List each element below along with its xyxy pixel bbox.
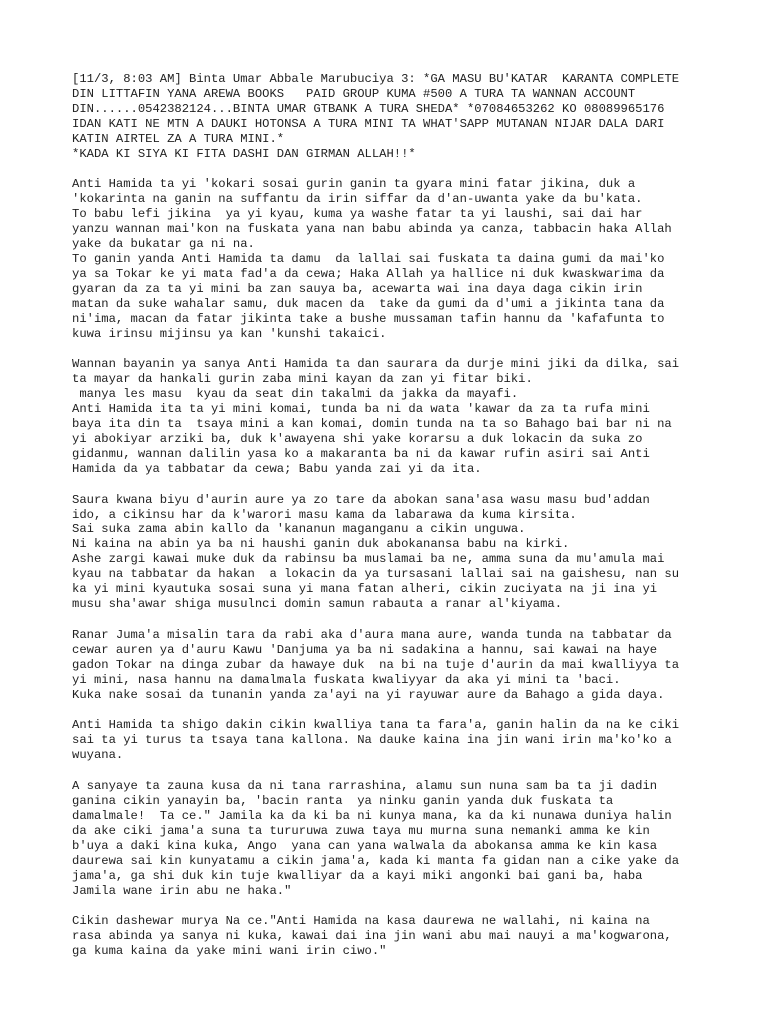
paragraph (72, 177, 712, 341)
paragraph (72, 357, 712, 476)
text-line: ido, a cikinsu har da k'warori masu kama da labarawa da kuma kirsita. (72, 507, 577, 522)
text-line: ka yi mini kyautuka sosai suna yi mana fatan alheri, cikin zuciyata na ji ina yi (72, 582, 658, 597)
text-line: musu sha'awar shiga musulnci domin samun rabauta a ranar al'kiyama. (72, 597, 563, 611)
text-line: Cikin dashewar murya Na ce."Anti Hamida na kasa daurewa ne wallahi, ni kaina na (72, 914, 650, 929)
text-line: cewar auren ya d'auru Kawu 'Danjuma ya ba ni sadakina a hannu, sai kawai na haye (72, 642, 658, 657)
text-line: kyau na tabbatar da hakan a lokacin da ya tursasani lallai sai na gaishesu, nan su (72, 567, 680, 582)
text-line: jama'a, ga shi duk kin tuje kwalliyar da a kayi miki angonki bai gani ba, haba (72, 868, 643, 883)
text-line: manya les masu kyau da seat din takalmi da jakka da mayafi. (72, 387, 519, 402)
text-line: sai ta yi turus ta tsaya tana kallona. Na dauke kaina ina jin wani irin ma'ko'ko a (72, 733, 672, 748)
text-line: matan da suke wahalar samu, duk macen da take da gumi da d'umi a jikinta tana da (72, 296, 665, 311)
text-line: ta mayar da hankali gurin zaba mini kayan da zan yi fitar biki. (72, 372, 533, 387)
text-line: *KADA KI SIYA KI FITA DASHI DAN GIRMAN ALLAH!!* (72, 146, 416, 161)
text-line: gidanmu, wannan dalilin yasa ko a makaranta ba ni da kawar rufin asiri sai Anti (72, 446, 650, 461)
text-line: Jamila wane irin abu ne haka." (72, 883, 292, 898)
paragraph (72, 628, 712, 703)
text-line: To ganin yanda Anti Hamida ta damu da lallai sai fuskata ta daina gumi da mai'ko (72, 251, 665, 266)
text-line: Ranar Juma'a misalin tara da rabi aka d'aura mana aure, wanda tunda na tabbatar da (72, 627, 672, 642)
text-line: Ashe zargi kawai muke duk da rabinsu ba muslamai ba ne, amma suna da mu'amula mai (72, 552, 665, 567)
text-line: ganina cikin yanayin ba, 'bacin ranta ya ninku ganin yanda duk fuskata ta (72, 794, 614, 809)
text-line: wuyana. (72, 748, 124, 763)
text-line: daurewa sai kin kunyatamu a cikin jama'a, kada ki manta fa gidan nan a cike yake da (72, 853, 680, 868)
text-line: Ni kaina na abin ya ba ni haushi ganin duk abokanansa babu na kirki. (72, 537, 570, 552)
text-line: b'uya a daki kina kuka, Ango yana can yana walwala da abokansa amma ke kin kasa (72, 838, 658, 853)
text-line: yanzu wannan mai'kon na fuskata yana nan babu abinda ya canza, tabbacin haka Allah (72, 222, 672, 237)
paragraph (72, 718, 712, 763)
paragraph (72, 914, 712, 959)
text-line: gyaran da za ta yi mini ba zan sauya ba, acewarta wai ina daya daga cikin irin (72, 281, 643, 296)
text-line: Anti Hamida ta yi 'kokari sosai gurin ganin ta gyara mini fatar jikina, duk a (72, 177, 636, 192)
text-line: DIN LITTAFIN YANA AREWA BOOKS PAID GROUP KUMA #500 A TURA TA WANNAN ACCOUNT (72, 86, 636, 101)
text-line: baya ita din ta tsaya mini a kan komai, domin tunda na ta so Bahago bai bar ni na (72, 417, 672, 432)
text-line: Kuka nake sosai da tunanin yanda za'ayi na yi rayuwar aure da Bahago a gida daya. (72, 687, 665, 702)
text-line: yi mini, nasa hannu na damalmala fuskata kwaliyyar da aka yi mini ta 'baci. (72, 672, 621, 687)
text-line: DIN......0542382124...BINTA UMAR GTBANK A TURA SHEDA* *07084653262 KO 08089965176 (72, 101, 665, 116)
text-line: Saura kwana biyu d'aurin aure ya zo tare da abokan sana'asa wasu masu bud'addan (72, 492, 650, 507)
text-line: yi abokiyar arziki ba, duk k'awayena shi yake korarsu a duk lokacin da suka zo (72, 431, 643, 446)
text-line: kuwa irinsu mijinsu ya kan 'kunshi takaici. (72, 326, 387, 341)
text-line: da ake ciki jama'a suna ta tururuwa zuwa taya mu murna suna nemanki amma ke kin (72, 823, 650, 838)
text-line: IDAN KATI NE MTN A DAUKI HOTONSA A TURA MINI TA WHAT'SAPP MUTANAN NIJAR DALA DARI (72, 116, 665, 131)
text-line: ga kuma kaina da yake mini wani irin ciwo." (72, 944, 387, 959)
text-line: Anti Hamida ta shigo dakin cikin kwalliya tana ta fara'a, ganin halin da na ke ciki (72, 718, 680, 733)
text-line: ni'ima, macan da fatar jikinta take a bushe mussaman tafin hannu da 'kafafunta to (72, 311, 665, 326)
text-line: 'kokarinta na ganin na suffantu da irin siffar da d'an-uwanta yake da bu'kata. (72, 192, 643, 207)
document-body (72, 72, 712, 959)
text-line: Wannan bayanin ya sanya Anti Hamida ta dan saurara da durje mini jiki da dilka, sai (72, 357, 680, 372)
text-line: A sanyaye ta zauna kusa da ni tana rarrashina, alamu sun nuna sam ba ta ji dadin (72, 779, 658, 794)
text-line: Anti Hamida ita ta yi mini komai, tunda ba ni da wata 'kawar da za ta rufa mini (72, 402, 650, 417)
text-line: Hamida da ya tabbatar da cewa; Babu yanda zai yi da ita. (72, 461, 482, 476)
paragraph (72, 493, 712, 612)
text-line: damalmale! Ta ce." Jamila ka da ki ba ni kunya mana, ka da ki nunawa duniya halin (72, 808, 672, 823)
text-line: rasa abinda ya sanya ni kuka, kawai dai ina jin wani abu mai nauyi a ma'kogwarona, (72, 929, 672, 944)
text-line: ya sa Tokar ke yi mata fad'a da cewa; Haka Allah ya hallice ni duk kwaskwarima da (72, 266, 665, 281)
text-line: [11/3, 8:03 AM] Binta Umar Abbale Marubuciya 3: *GA MASU BU'KATAR KARANTA COMPLETE (72, 72, 680, 86)
text-line: To babu lefi jikina ya yi kyau, kuma ya washe fatar ta yi laushi, sai dai har (72, 207, 643, 222)
paragraph (72, 779, 712, 898)
text-line: Sai suka zama abin kallo da 'kananun maganganu a cikin unguwa. (72, 522, 526, 537)
text-line: yake da bukatar ga ni na. (72, 237, 255, 252)
text-line: KATIN AIRTEL ZA A TURA MINI.* (72, 131, 285, 146)
text-line: gadon Tokar na dinga zubar da hawaye duk na bi na tuje d'aurin da mai kwalliyya ta (72, 657, 680, 672)
paragraph (72, 72, 712, 161)
